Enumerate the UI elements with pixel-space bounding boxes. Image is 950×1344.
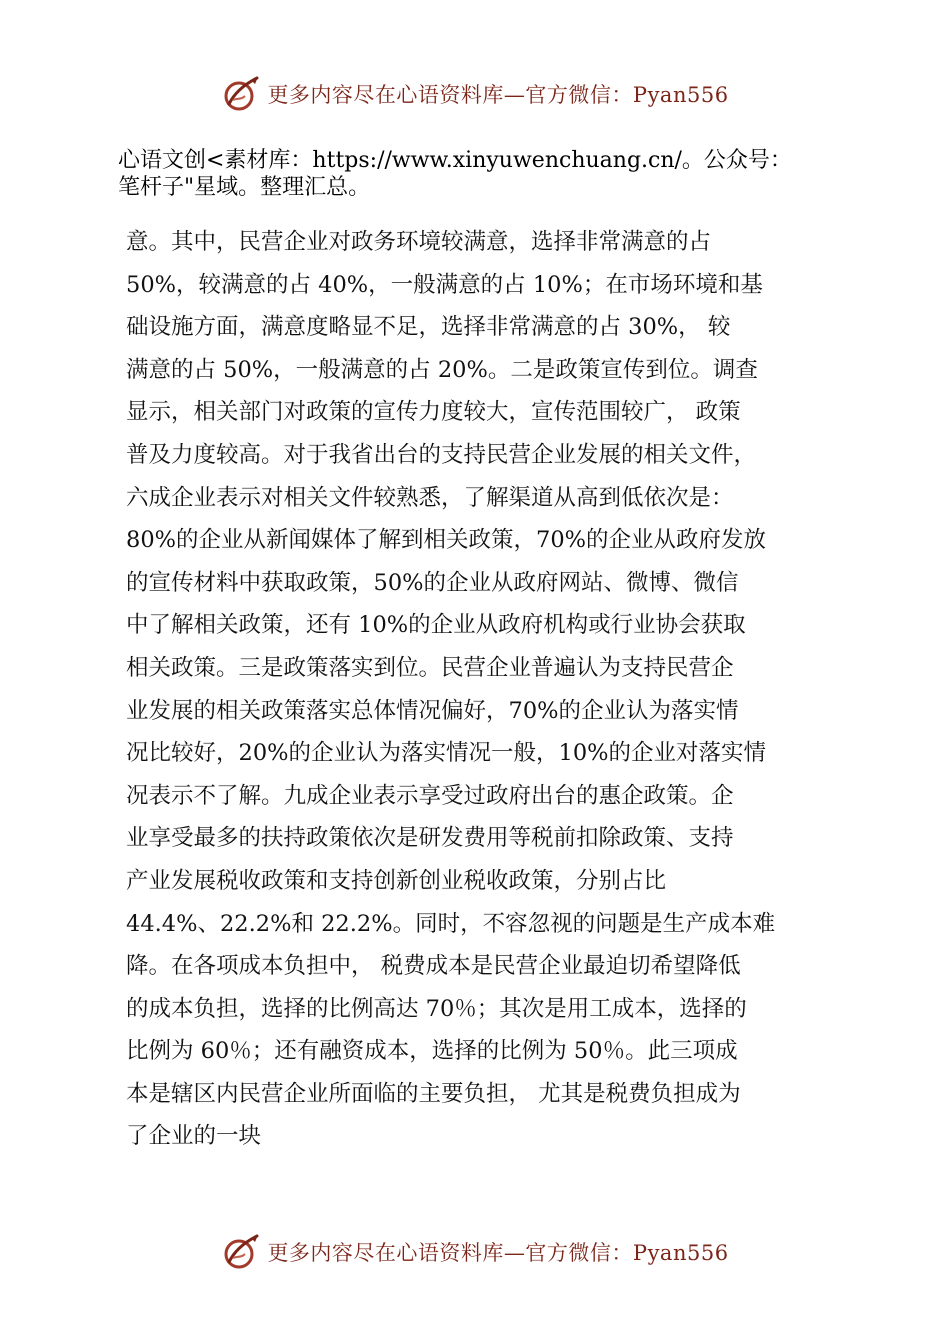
body-paragraph (126, 221, 838, 1158)
text-line: 显示，相关部门对政策的宣传力度较大，宣传范围较广， 政策 (126, 399, 741, 426)
banner-text: 更多内容尽在心语资料库—官方微信：Pyan556 (267, 1241, 729, 1265)
text-line: 产业发展税收政策和支持创新创业税收政策，分别占比 (126, 867, 667, 894)
text-line: 满意的占 50%，一般满意的占 20%。二是政策宣传到位。调查 (126, 356, 758, 383)
text-line: 况表示不了解。九成企业表示享受过政府出台的惠企政策。企 (126, 782, 734, 809)
text-line: 比例为 60％；还有融资成本，选择的比例为 50％。此三项成 (126, 1038, 738, 1065)
text-line: 业享受最多的扶持政策依次是研发费用等税前扣除政策、支持 (126, 825, 734, 852)
source-note (118, 147, 838, 201)
text-line: 降。在各项成本负担中， 税费成本是民营企业最迫切希望降低 (126, 953, 741, 980)
banner-text: 更多内容尽在心语资料库—官方微信：Pyan556 (267, 83, 729, 107)
source-note-line-2: 笔杆子"星域。整理汇总。 (118, 175, 371, 200)
text-line: 础设施方面，满意度略显不足，选择非常满意的占 30%， 较 (126, 314, 731, 341)
text-line: 普及力度较高。对于我省出台的支持民营企业发展的相关文件， (126, 441, 757, 468)
text-line: 44.4%、22.2%和 22.2%。同时，不容忽视的问题是生产成本难 (126, 910, 776, 937)
pen-swirl-logo-icon (221, 74, 261, 114)
text-line: 80%的企业从新闻媒体了解到相关政策，70%的企业从政府发放 (126, 527, 767, 554)
text-line: 本是辖区内民营企业所面临的主要负担， 尤其是税费负担成为 (126, 1080, 741, 1107)
text-line: 50%，较满意的占 40%，一般满意的占 10%；在市场环境和基 (126, 271, 763, 298)
source-note-line-1: 心语文创<素材库：https://www.xinyuwenchuang.cn/。公众号： (118, 148, 792, 173)
text-line: 了企业的一块 (126, 1123, 262, 1150)
text-line: 的成本负担，选择的比例高达 70％；其次是用工成本，选择的 (126, 995, 747, 1022)
footer-banner (0, 1230, 950, 1274)
text-line: 的宣传材料中获取政策，50%的企业从政府网站、微博、微信 (126, 569, 739, 596)
text-line: 业发展的相关政策落实总体情况偏好，70%的企业认为落实情 (126, 697, 739, 724)
header-banner (0, 72, 950, 116)
text-line: 况比较好，20%的企业认为落实情况一般，10%的企业对落实情 (126, 740, 767, 767)
text-line: 中了解相关政策，还有 10%的企业从政府机构或行业协会获取 (126, 612, 746, 639)
text-line: 六成企业表示对相关文件较熟悉，了解渠道从高到低依次是： (126, 484, 734, 511)
text-line: 相关政策。三是政策落实到位。民营企业普遍认为支持民营企 (126, 654, 734, 681)
pen-swirl-logo-icon (221, 1232, 261, 1272)
text-line: 意。其中，民营企业对政务环境较满意，选择非常满意的占 (126, 229, 712, 255)
